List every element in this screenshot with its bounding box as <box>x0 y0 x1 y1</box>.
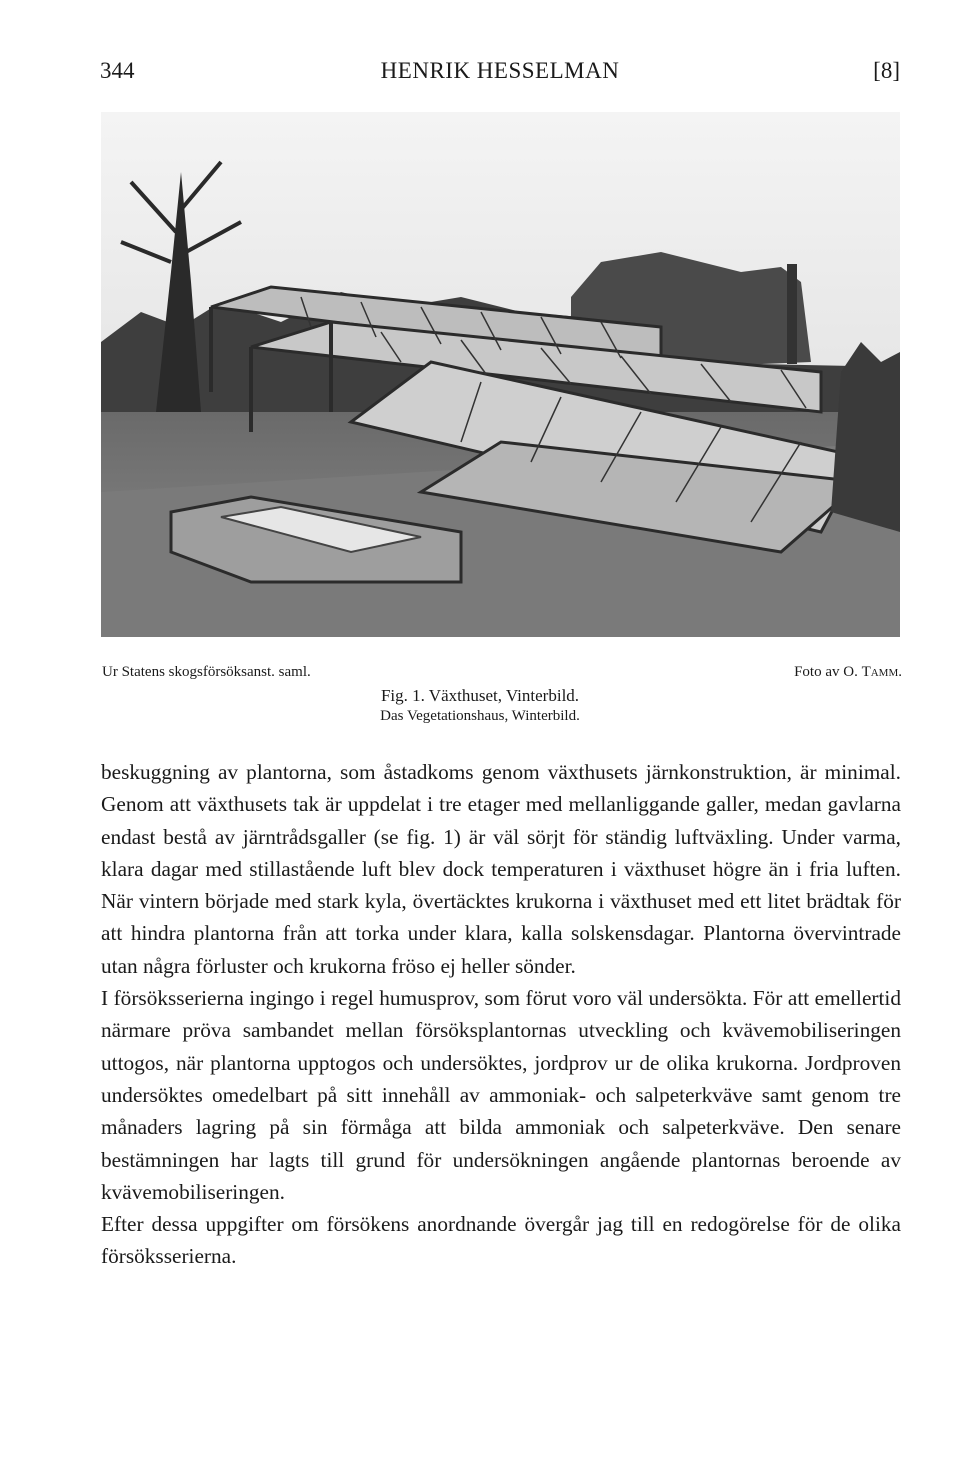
photo-source-credit: Ur Statens skogsförsöksanst. saml. <box>102 664 311 680</box>
photographer-credit <box>794 664 902 681</box>
figure-caption-german: Das Vegetationshaus, Winterbild. <box>380 708 580 724</box>
running-header <box>100 58 900 98</box>
photographer-name: Tamm. <box>861 664 902 680</box>
photographer-credit-prefix: Foto av O. <box>794 664 858 680</box>
paragraph: beskuggning av plantorna, som åstadkoms genom växthusets järnkonstruktion, är minimal. Genom att växthusets tak är uppdelat i tre etager med mellanliggande galler, medan gavlarna endast bestå av järntrådsgaller (se fig. 1) är väl sörjt för ständig luftväxling. Under varma, klara dagar med stillastående luft blev dock temperaturen i växthuset högre än i fria luften. När vintern började med stark kyla, övertäcktes krukorna i växthuset med ett litet brädtak för att hindra plantorna från att torka under klara, kalla solskensdagar. Plantorna övervintrade utan några förluster och krukorna fröso ej heller sönder. <box>101 760 901 978</box>
page-number: 344 <box>100 58 135 83</box>
greenhouse-photo <box>101 112 900 637</box>
paragraph: I försöksserierna ingingo i regel humusprov, som förut voro väl undersökta. För att emellertid närmare pröva sambandet mellan försöksplantornas utveckling och kvävemobiliseringen uttogos, när plantorna upptogos och undersöktes, jordprov ur de olika krukorna. Jordproven undersöktes omedelbart på sitt innehåll av ammoniak- och salpeterkväve samt genom tre månaders lagring på sin förmåga att bilda ammoniak och salpeterkväve. Den senare bestämningen har lagts till grund för undersökningen angående plantornas beroende av kvävemobiliseringen. <box>101 986 901 1204</box>
paragraph: Efter dessa uppgifter om försökens anordnande övergår jag till en redogörelse för de olika försöksserierna. <box>101 1212 901 1269</box>
figure-caption-swedish: Fig. 1. Växthuset, Vinterbild. <box>380 686 580 705</box>
body-text <box>101 756 901 1273</box>
running-title-author: HENRIK HESSELMAN <box>380 58 620 83</box>
section-marker: [8] <box>873 58 900 83</box>
